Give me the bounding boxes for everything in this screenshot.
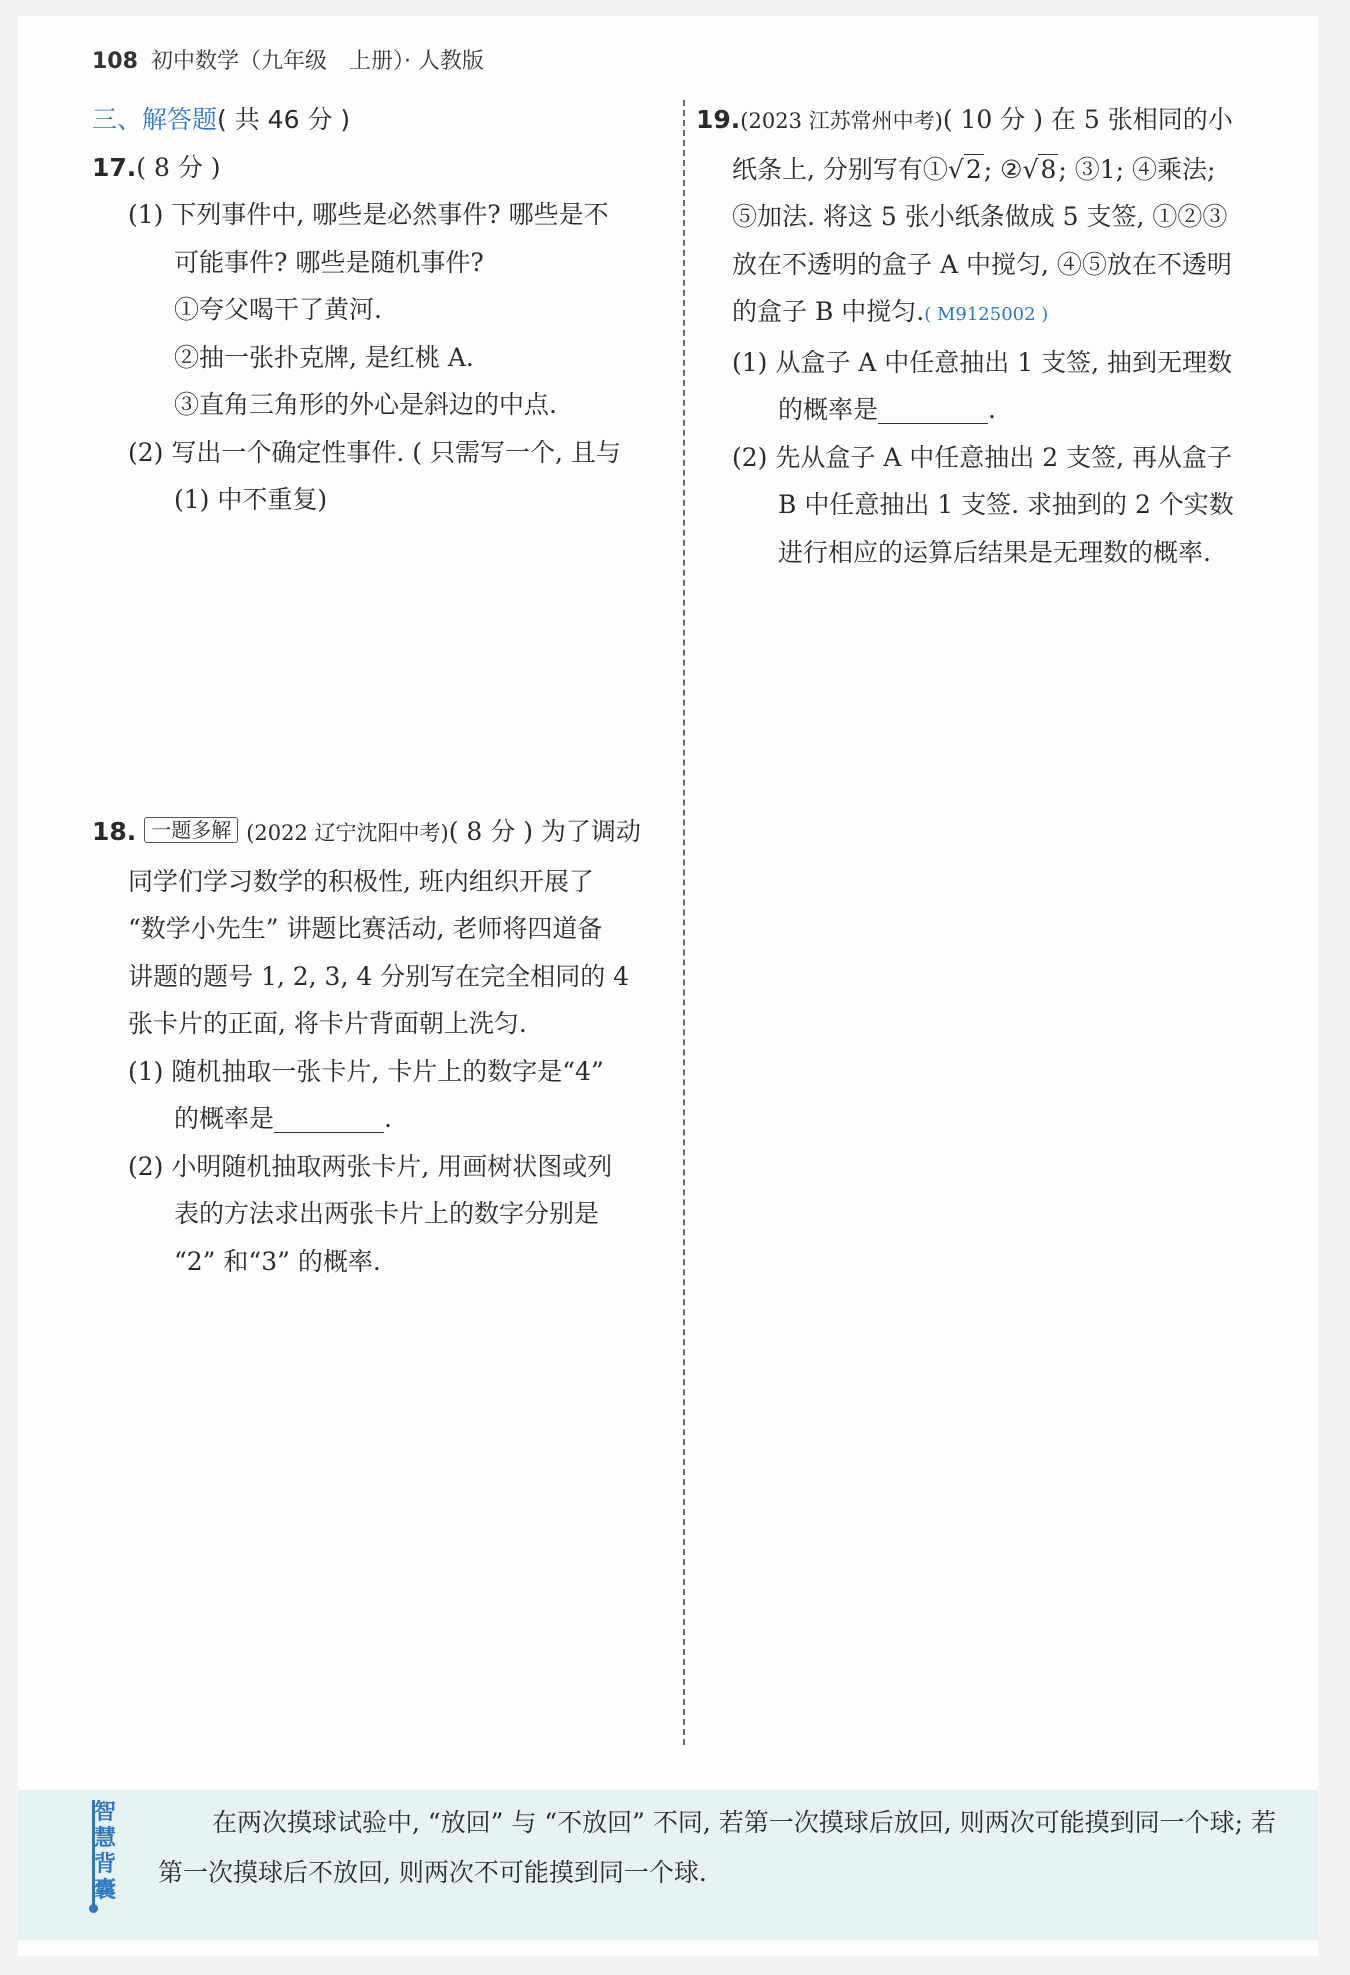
q19-part1-line1: (1) 从盒子 A 中任意抽出 1 支签, 抽到无理数	[732, 347, 1233, 377]
q18-part2-line1: (2) 小明随机抽取两张卡片, 用画树状图或列	[128, 1151, 613, 1181]
question-19	[696, 96, 1278, 576]
question-18	[92, 808, 672, 1285]
tip-label: 智慧背囊	[93, 1800, 116, 1903]
sqrt-symbol: √2	[947, 154, 982, 184]
question-points: ( 8 分 )	[136, 152, 221, 182]
tip-accent-dot	[89, 1904, 98, 1913]
question-17	[92, 144, 667, 524]
page-number: 108	[92, 49, 138, 74]
left-column	[92, 96, 667, 524]
q18-line5: 张卡片的正面, 将卡片背面朝上洗匀.	[128, 1009, 527, 1038]
q19-part2-line3: 进行相应的运算后结果是无理数的概率.	[778, 537, 1211, 567]
q17-item1: ①夸父喝干了黄河.	[174, 295, 382, 324]
q18-line4: 讲题的题号 1, 2, 3, 4 分别写在完全相同的 4	[128, 961, 630, 991]
q18-line3: “数学小先生” 讲题比赛活动, 老师将四道备	[128, 914, 603, 943]
question-number: 18.	[92, 817, 137, 846]
q19-part2-line1: (2) 先从盒子 A 中任意抽出 2 支签, 再从盒子	[732, 442, 1233, 472]
q18-line2: 同学们学习数学的积极性, 班内组织开展了	[128, 866, 594, 896]
q17-part2-line2: (1) 中不重复)	[174, 485, 328, 514]
q19-line2: 纸条上, 分别写有①√2; ②√8; ③1; ④乘法;	[696, 146, 1278, 194]
q18-part1-line2: 的概率是 .	[174, 1104, 392, 1133]
question-source: (2023 江苏常州中考)	[740, 109, 943, 133]
q19-part1-line2: 的概率是 .	[778, 395, 996, 424]
q17-part1-line1: (1) 下列事件中, 哪些是必然事件? 哪些是不	[128, 200, 609, 229]
q17-item2: ②抽一张扑克牌, 是红桃 A.	[174, 342, 474, 372]
q17-part1-line2: 可能事件? 哪些是随机事件?	[174, 247, 484, 277]
question-number: 17.	[92, 152, 137, 182]
q17-part2-line1: (2) 写出一个确定性事件. ( 只需写一个, 且与	[128, 437, 621, 467]
q19-line1: ( 10 分 ) 在 5 张相同的小	[942, 105, 1233, 134]
tip-text: 在两次摸球试验中, “放回” 与 “不放回” 不同, 若第一次摸球后放回, 则两次可能摸到同一个球; 若第一次摸球后不放回, 则两次不可能摸到同一个球.	[158, 1808, 1277, 1887]
page-header	[92, 44, 484, 75]
column-divider	[683, 100, 685, 1745]
q17-item3: ③直角三角形的外心是斜边的中点.	[174, 390, 557, 419]
answer-blank	[878, 393, 988, 424]
q18-part1-line1: (1) 随机抽取一张卡片, 卡片上的数字是“4”	[128, 1056, 604, 1086]
sqrt-symbol: √8	[1022, 154, 1057, 184]
q18-part2-line2: 表的方法求出两张卡片上的数字分别是	[174, 1199, 600, 1228]
book-title: 初中数学（九年级 上册）· 人教版	[150, 49, 484, 74]
question-code: ( M9125002 )	[924, 304, 1049, 325]
q18-line1: ( 8 分 ) 为了调动	[448, 817, 641, 846]
question-number: 19.	[696, 105, 741, 134]
answer-blank	[274, 1102, 384, 1133]
question-source: (2022 辽宁沈阳中考)	[246, 821, 449, 845]
section-title: 三、解答题( 共 46 分 )	[92, 105, 351, 134]
q19-line4: 放在不透明的盒子 A 中搅匀, ④⑤放在不透明	[732, 249, 1232, 279]
multi-solution-tag: 一题多解	[144, 817, 238, 843]
q19-line3: ⑤加法. 将这 5 张小纸条做成 5 支签, ①②③	[732, 202, 1228, 231]
q19-line5: 的盒子 B 中搅匀.( M9125002 )	[732, 297, 1049, 326]
q19-part2-line2: B 中任意抽出 1 支签. 求抽到的 2 个实数	[778, 490, 1234, 519]
q18-part2-line3: “2” 和“3” 的概率.	[174, 1246, 381, 1276]
